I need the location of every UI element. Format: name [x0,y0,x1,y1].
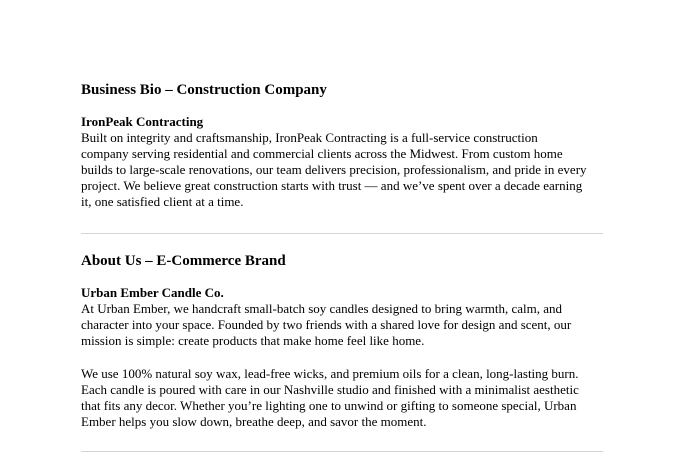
paragraph-line: Built on integrity and craftsmanship, IronPeak Contracting is a full-service construction [81,130,538,145]
paragraph-line: company serving residential and commercial clients across the Midwest. From custom home [81,146,563,161]
paragraph-line: it, one satisfied client at a time. [81,194,244,209]
section-divider [81,233,603,234]
paragraph-line: Ember helps you slow down, breathe deep, and savor the moment. [81,414,427,429]
paragraph-line: builds to large-scale renovations, our team delivers precision, professionalism, and pride in every [81,162,587,177]
paragraph-line: mission is simple: create products that make home feel like home. [81,333,425,348]
paragraph-line: character into your space. Founded by two friends with a shared love for design and scent, our [81,317,572,332]
company-name: Urban Ember Candle Co. [81,285,224,300]
paragraph-line: We use 100% natural soy wax, lead-free wicks, and premium oils for a clean, long-lasting burn. [81,366,579,381]
section-ecommerce-about [81,252,603,430]
section-title: About Us – E-Commerce Brand [81,253,286,269]
section-construction-bio [81,81,603,210]
paragraph-line: At Urban Ember, we handcraft small-batch soy candles designed to bring warmth, calm, and [81,301,563,316]
section-divider [81,451,603,452]
paragraph-line: that fits any decor. Whether you’re lighting one to unwind or gifting to someone special, Urban [81,398,577,413]
paragraph [81,366,603,430]
section-title: Business Bio – Construction Company [81,82,327,98]
paragraph-line: project. We believe great construction starts with trust — and we’ve spent over a decade earning [81,178,583,193]
paragraph [81,301,603,349]
company-name: IronPeak Contracting [81,114,204,129]
paragraph [81,130,603,210]
paragraph-line: Each candle is poured with care in our Nashville studio and finished with a minimalist aesthetic [81,382,579,397]
